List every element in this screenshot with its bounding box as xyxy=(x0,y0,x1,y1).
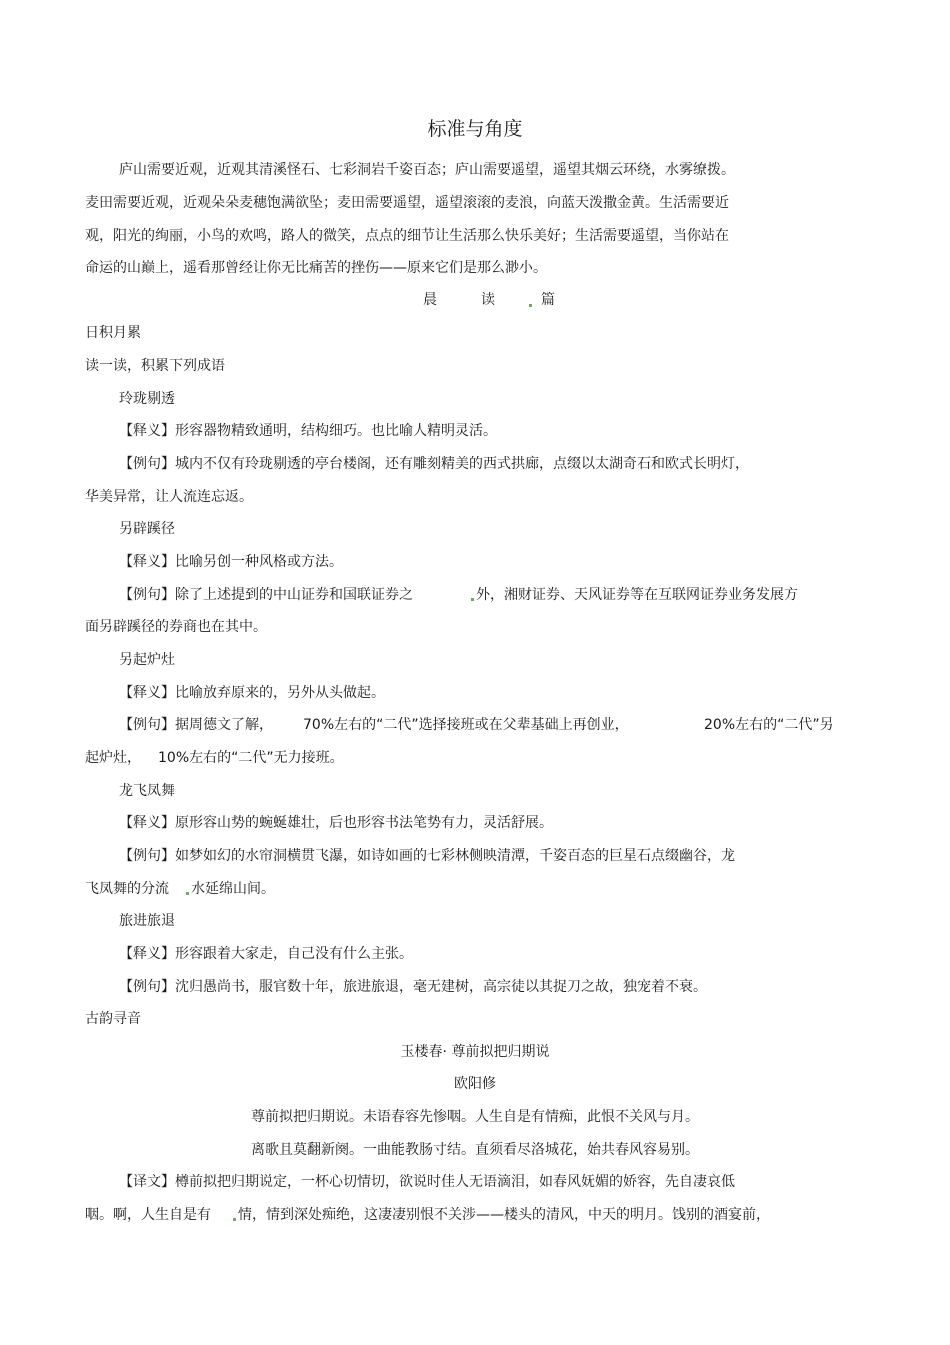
section-heading-char-1: 晨 xyxy=(423,292,437,308)
intro-line-1: 庐山需要近观，近观其清溪怪石、七彩洞岩千姿百态；庐山需要遥望，遥望其烟云环绕，水雾缭拨。 xyxy=(119,162,735,178)
section-heading-char-2: 读 xyxy=(481,292,495,308)
idiom-example-cont: 华美异常，让人流连忘返。 xyxy=(85,489,253,505)
idiom-meaning: 【释义】形容器物精致通明，结构细巧。也比喻人精明灵活。 xyxy=(119,423,497,439)
section-heading-char-3: 篇 xyxy=(541,292,555,308)
stray-mark xyxy=(529,304,532,307)
idiom-example: 【例句】如梦如幻的水帘洞横贯飞瀑，如诗如画的七彩林侧映清潭，千姿百态的巨星石点缀幽谷，龙 xyxy=(119,848,735,864)
poem-title: 玉楼春· 尊前拟把归期说 xyxy=(400,1044,550,1060)
subheading-guyunxunyin: 古韵寻音 xyxy=(85,1011,141,1027)
idiom-meaning: 【释义】原形容山势的蜿蜒雄壮，后也形容书法笔势有力，灵活舒展。 xyxy=(119,815,553,831)
idiom-example-cont: 起炉灶， xyxy=(85,750,141,766)
poem-author: 欧阳修 xyxy=(454,1076,496,1092)
translation-line-2-cont: 情，情到深处痴绝，这凄凄别恨不关涉——楼头的清风，中天的明月。饯别的酒宴前， xyxy=(238,1207,770,1223)
translation-line-2: 咽。啊，人生自是有 xyxy=(85,1207,211,1223)
idiom-meaning: 【释义】比喻放弃原来的，另外从头做起。 xyxy=(119,685,385,701)
idiom-example: 【例句】城内不仅有玲珑剔透的亭台楼阁，还有雕刻精美的西式拱廊，点缀以太湖奇石和欧式长明灯， xyxy=(119,456,749,472)
page-title: 标准与角度 xyxy=(427,118,523,140)
stray-mark xyxy=(233,1218,236,1221)
idiom-example-part: 外，湘财证券、天风证券等在互联网证券业务发展方 xyxy=(476,587,798,603)
idiom-example-part: 10%左右的“二代”无力接班。 xyxy=(158,750,344,766)
idiom-example-part: 水延绵山间。 xyxy=(191,881,275,897)
intro-line-4: 命运的山巅上，遥看那曾经让你无比痛苦的挫伤——原来它们是那么渺小。 xyxy=(85,260,547,276)
subheading-intro: 读一读，积累下列成语 xyxy=(85,358,225,374)
idiom-example-part: 20%左右的“二代”另 xyxy=(704,717,834,733)
idiom-name: 龙飞凤舞 xyxy=(119,783,175,799)
idiom-example: 【例句】除了上述提到的中山证券和国联证券之 xyxy=(119,587,413,603)
idiom-name: 旅进旅退 xyxy=(119,913,175,929)
idiom-example: 【例句】沈归愚尚书，服官数十年，旅进旅退，毫无建树，高宗徒以其捉刀之故，独宠着不衰。 xyxy=(119,979,707,995)
idiom-meaning: 【释义】比喻另创一种风格或方法。 xyxy=(119,554,343,570)
idiom-name: 另辟蹊径 xyxy=(119,521,175,537)
idiom-name: 玲珑剔透 xyxy=(119,391,175,407)
stray-mark xyxy=(471,598,474,601)
idiom-example-cont: 面另辟蹊径的券商也在其中。 xyxy=(85,619,267,635)
idiom-name: 另起炉灶 xyxy=(119,652,175,668)
idiom-example-cont: 飞凤舞的分流 xyxy=(85,881,169,897)
idiom-example: 【例句】据周德文了解， xyxy=(119,717,273,733)
subheading-rijiyuelei: 日积月累 xyxy=(85,325,141,341)
stray-mark xyxy=(186,892,189,895)
intro-line-3: 观，阳光的绚丽，小鸟的欢鸣，路人的微笑，点点的细节让生活那么快乐美好；生活需要遥望，当你站在 xyxy=(85,228,729,244)
idiom-meaning: 【释义】形容跟着大家走，自己没有什么主张。 xyxy=(119,946,413,962)
translation-line-1: 【译文】樽前拟把归期说定，一杯心切情切，欲说时佳人无语滴泪，如春风妩媚的娇容，先自凄哀低 xyxy=(119,1174,735,1190)
intro-line-2: 麦田需要近观，近观朵朵麦穗饱满欲坠；麦田需要遥望，遥望滚滚的麦浪，向蓝天泼撒金黄。生活需要近 xyxy=(85,195,729,211)
poem-line-1: 尊前拟把归期说。未语春容先惨咽。人生自是有情痴，此恨不关风与月。 xyxy=(251,1109,699,1125)
poem-line-2: 离歌且莫翻新阕。一曲能教肠寸结。直须看尽洛城花，始共春风容易别。 xyxy=(251,1142,699,1158)
idiom-example-part: 70%左右的“二代”选择接班或在父辈基础上再创业， xyxy=(303,717,629,733)
